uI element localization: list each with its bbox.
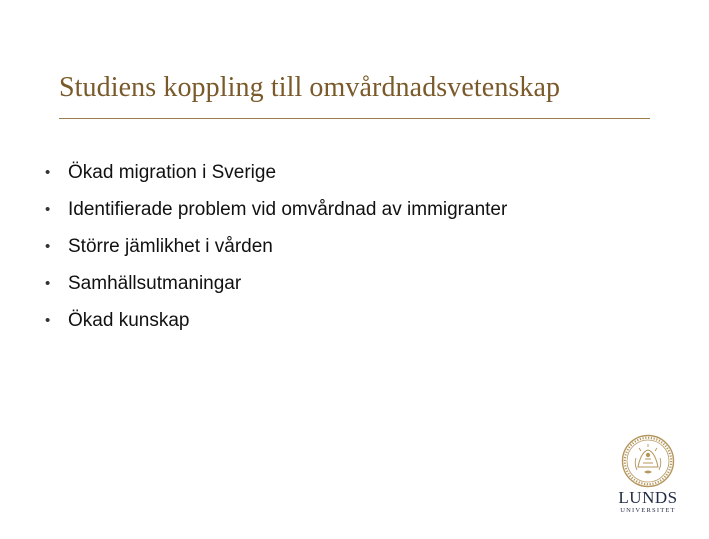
bullet-dot: • — [45, 275, 51, 292]
university-logo — [612, 434, 684, 520]
bullet-text: Ökad kunskap — [68, 310, 190, 331]
bullet-text: Ökad migration i Sverige — [68, 162, 277, 183]
bullet-text: Större jämlikhet i vården — [68, 236, 273, 257]
bullet-dot: • — [45, 312, 51, 329]
bullet-dot: • — [45, 238, 51, 255]
logo-subtitle: UNIVERSITET — [620, 507, 676, 514]
university-seal-icon — [621, 434, 675, 488]
bullet-text: Identifierade problem vid omvårdnad av immigranter — [68, 199, 508, 220]
bullet-dot: • — [45, 201, 51, 218]
slide-title: Studiens koppling till omvårdnadsvetenskap — [59, 72, 561, 103]
bullet-text: Samhällsutmaningar — [68, 273, 242, 294]
title-divider — [59, 118, 650, 119]
bullet-dot: • — [45, 164, 51, 181]
logo-wordmark: LUNDS — [618, 488, 678, 507]
